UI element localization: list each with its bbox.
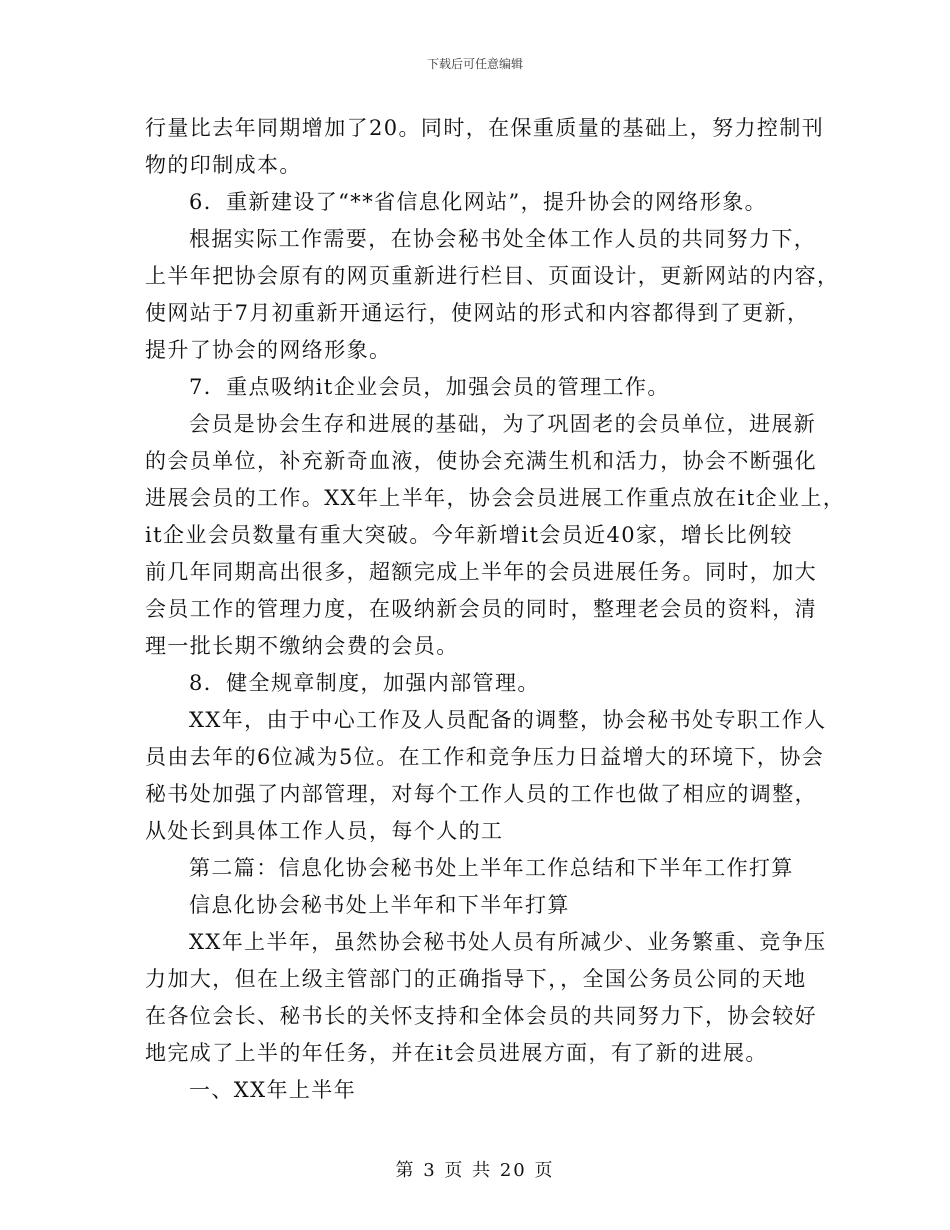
body-line: 理一批长期不缴纳会费的会员。 <box>145 634 459 658</box>
body-line: 前几年同期高出很多，超额完成上半年的会员进展任务。同时，加大 <box>145 560 817 584</box>
body-line: 地完成了上半的年任务，并在it会员进展方面，有了新的进展。 <box>145 1041 768 1065</box>
body-line: it企业会员数量有重大突破。今年新增it会员近40家，增长比例较 <box>145 523 793 547</box>
body-line: 第二篇：信息化协会秘书处上半年工作总结和下半年工作打算 <box>189 856 794 880</box>
body-line: 提升了协会的网络形象。 <box>145 338 392 362</box>
body-line: 员由去年的6位减为5位。在工作和竞争压力日益增大的环境下，协会 <box>145 745 825 769</box>
body-line: 进展会员的工作。XX年上半年，协会会员进展工作重点放在it企业上， <box>145 486 846 510</box>
body-line: 信息化协会秘书处上半年和下半年打算 <box>189 893 570 917</box>
body-line: 6．重新建设了“**省信息化网站”，提升协会的网络形象。 <box>189 190 768 214</box>
body-line: 在各位会长、秘书长的关怀支持和全体会员的共同努力下，协会较好 <box>145 1004 817 1028</box>
page-footer: 第 3 页 共 20 页 <box>395 1160 555 1181</box>
body-line: 从处长到具体工作人员，每个人的工 <box>145 819 504 843</box>
body-line: 秘书处加强了内部管理，对每个工作人员的工作也做了相应的调整， <box>145 782 817 806</box>
body-line: 根据实际工作需要，在协会秘书处全体工作人员的共同努力下， <box>189 227 817 251</box>
body-line: 力加大，但在上级主管部门的正确指导下，，全国公务员公同的天地 <box>145 967 807 991</box>
document-body <box>145 110 846 1109</box>
body-line: 物的印制成本。 <box>145 153 302 177</box>
body-line: 使网站于7月初重新开通运行，使网站的形式和内容都得到了更新， <box>145 301 810 325</box>
body-line: 会员工作的管理力度，在吸纳新会员的同时，整理老会员的资料，清 <box>145 597 817 621</box>
body-line: 会员是协会生存和进展的基础，为了巩固老的会员单位，进展新 <box>189 412 817 436</box>
page-header: 下载后可任意编辑 <box>426 57 523 71</box>
body-line: 7．重点吸纳it企业会员，加强会员的管理工作。 <box>189 375 670 399</box>
body-line: 一、XX年上半年 <box>189 1078 357 1102</box>
body-line: 8．健全规章制度，加强内部管理。 <box>189 671 540 695</box>
body-line: XX年，由于中心工作及人员配备的调整，协会秘书处专职工作人 <box>189 708 827 732</box>
body-line: 的会员单位，补充新奇血液，使协会充满生机和活力，协会不断强化 <box>145 449 817 473</box>
body-line: 上半年把协会原有的网页重新进行栏目、页面设计，更新网站的内容， <box>145 264 840 288</box>
body-line: 行量比去年同期增加了20。同时，在保重质量的基础上，努力控制刊 <box>145 116 825 140</box>
body-line: XX年上半年，虽然协会秘书处人员有所减少、业务繁重、竞争压 <box>189 930 827 954</box>
